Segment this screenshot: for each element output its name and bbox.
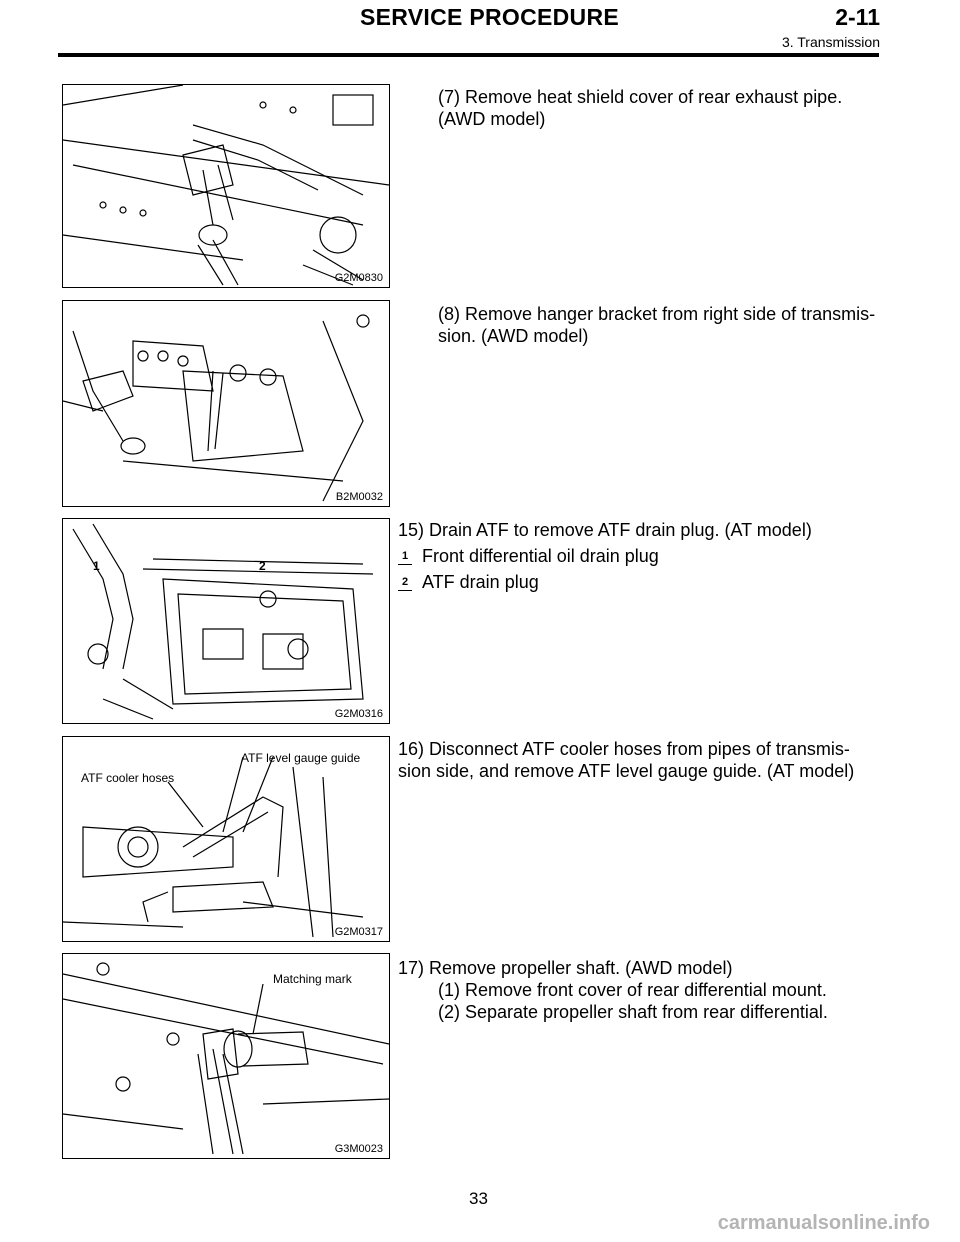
- step-17-text: 17) Remove propeller shaft. (AWD model): [398, 958, 733, 978]
- figure-propeller-shaft: [62, 953, 390, 1159]
- figure-code: G2M0317: [334, 926, 383, 938]
- step-16: [398, 738, 878, 782]
- callout-atf-cooler-hoses: ATF cooler hoses: [81, 771, 175, 785]
- figure-hanger-bracket: [62, 300, 390, 507]
- callout-1: 1: [93, 559, 100, 573]
- step-7-line2: (AWD model): [438, 109, 546, 129]
- step-16-line2: sion side, and remove ATF level gauge guide. (AT model): [398, 761, 855, 781]
- figure-heat-shield: [62, 84, 390, 288]
- page-number: 33: [469, 1189, 488, 1208]
- step-17-sub2: (2) Separate propeller shaft from rear differential.: [438, 1002, 828, 1022]
- step-8-line2: sion. (AWD model): [438, 326, 589, 346]
- callout-matching-mark: Matching mark: [273, 972, 352, 986]
- figure-code: G2M0830: [334, 272, 383, 284]
- figure-atf-cooler-hoses: [62, 736, 390, 942]
- step-15-text: 15) Drain ATF to remove ATF drain plug. (AT model): [398, 520, 812, 540]
- callout-2: 2: [259, 559, 266, 573]
- callout-atf-level-gauge-guide: ATF level gauge guide: [241, 751, 361, 765]
- legend-number: 2: [398, 574, 412, 591]
- legend-item: [398, 571, 878, 593]
- legend-number: 1: [398, 548, 412, 565]
- step-8: [398, 303, 878, 347]
- section-number: 2-11: [835, 4, 880, 30]
- figure-code: B2M0032: [335, 491, 383, 503]
- step-16-line1: 16) Disconnect ATF cooler hoses from pipes of transmis-: [398, 739, 850, 759]
- watermark: carmanualsonline.info: [717, 1212, 930, 1234]
- header-rule: [58, 53, 879, 57]
- subsection-title: 3. Transmission: [781, 34, 880, 50]
- legend-text: ATF drain plug: [422, 572, 539, 592]
- figure-code: G3M0023: [334, 1143, 383, 1155]
- step-17: [398, 957, 878, 1023]
- legend-text: Front differential oil drain plug: [422, 546, 659, 566]
- step-15: [398, 519, 878, 593]
- step-7-line1: (7) Remove heat shield cover of rear exhaust pipe.: [438, 87, 843, 107]
- legend-item: [398, 545, 878, 567]
- step-7: [398, 86, 878, 130]
- step-8-line1: (8) Remove hanger bracket from right side of transmis-: [438, 304, 876, 324]
- step-17-sub1: (1) Remove front cover of rear differential mount.: [438, 980, 827, 1000]
- figure-atf-drain: [62, 518, 390, 724]
- header-title: SERVICE PROCEDURE: [360, 4, 620, 30]
- figure-code: G2M0316: [334, 708, 383, 720]
